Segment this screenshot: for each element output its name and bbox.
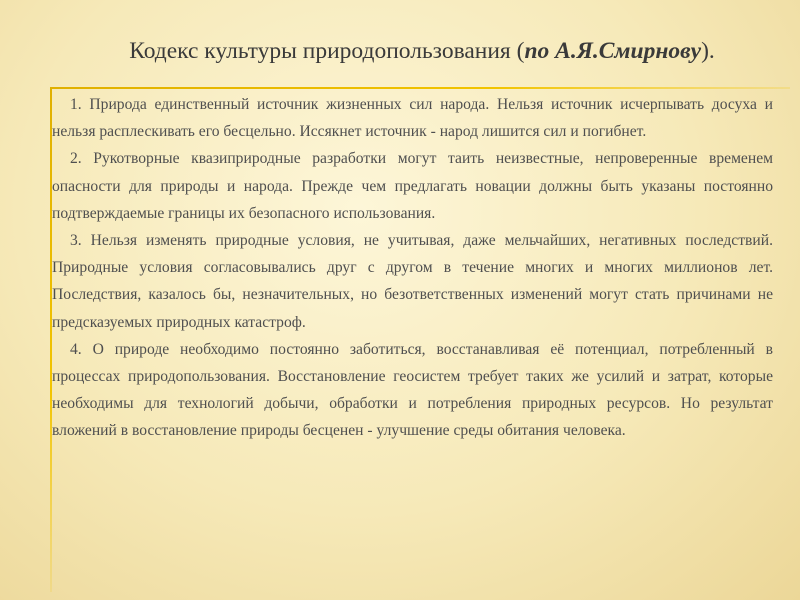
title-close-paren: ).	[701, 38, 715, 64]
code-item-4: 4. О природе необходимо постоянно заботиться, восстанавливая её потенциал, потребленный в процессах природопользования. Восстановление геосистем требует таких же усилий и затрат, которые необходимы для технологий добычи, обработки и потребления природных ресурсов. Но результат вложений в восстановление природы бесценен - улучшение среды обитания человека.	[52, 340, 773, 440]
slide-title	[129, 36, 715, 66]
decorative-top-rule	[50, 87, 790, 89]
title-main: Кодекс культуры природопользования	[129, 38, 517, 64]
code-item-1: 1. Природа единственный источник жизненных сил народа. Нельзя источник исчерпывать досуха и нельзя расплескивать его бесцельно. Иссякнет источник - народ лишится сил и погибнет.	[52, 96, 773, 141]
code-item-2: 2. Рукотворные квазиприродные разработки могут таить неизвестные, непроверенные временем опасности для природы и народа. Прежде чем предлагать новации должны быть указаны постоянно подтверждаемые границы их безопасного использования.	[52, 150, 773, 222]
title-open-paren: (	[516, 38, 525, 64]
code-list	[52, 91, 773, 445]
title-author: по А.Я.Смирнову	[524, 38, 702, 64]
code-item-3: 3. Нельзя изменять природные условия, не учитывая, даже мельчайших, негативных последствий. Природные условия согласовывались друг с другом в течение многих и многих миллионов лет. Последствия, казалось бы, незначительных, но безответственных изменений могут стать причинами не предсказуемых природных катастроф.	[52, 232, 773, 331]
title-area	[0, 36, 800, 76]
